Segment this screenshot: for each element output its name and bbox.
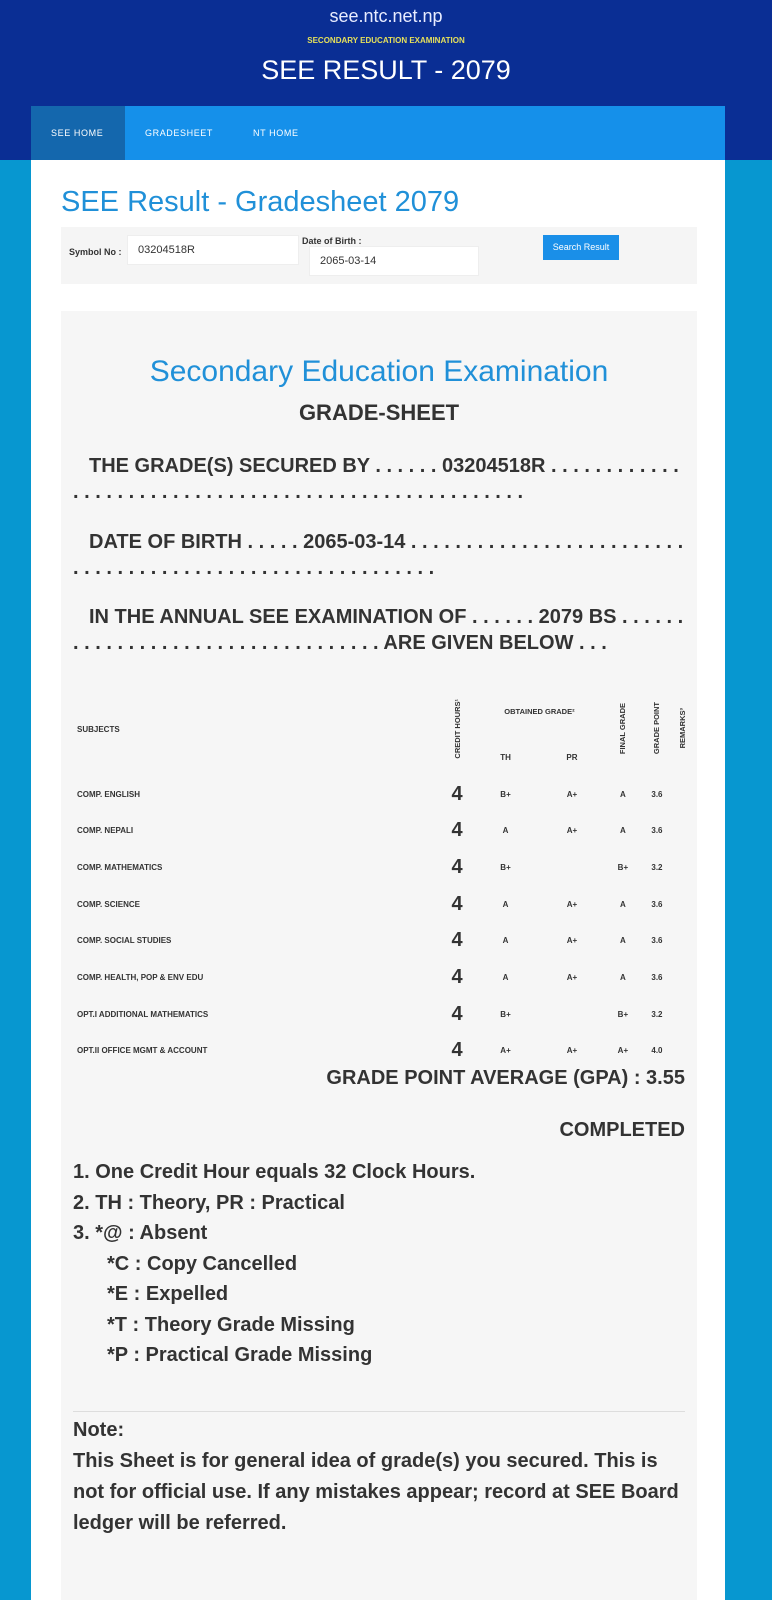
footnote: *C : Copy Cancelled: [107, 1252, 298, 1275]
cell-final: A: [620, 789, 626, 799]
cell-gp: 3.6: [651, 972, 663, 982]
cell-remarks: [674, 849, 691, 886]
cell-remarks: [674, 922, 691, 959]
header-remarks: REMARKS³: [677, 708, 687, 749]
disclaimer: [73, 1415, 685, 1539]
cell-final: A+: [617, 1046, 629, 1056]
cell-th: A: [502, 936, 509, 946]
cell-credit: 4: [451, 819, 463, 842]
sheet-subtitle: GRADE-SHEET: [298, 400, 460, 425]
cell-remarks: [674, 886, 691, 923]
cell-subject: COMP. SOCIAL STUDIES: [77, 936, 172, 946]
divider: [73, 1411, 685, 1412]
cell-final: A: [620, 936, 626, 946]
cell-final: B+: [617, 862, 629, 872]
note-title: Note:: [73, 1419, 125, 1441]
cell-subject: COMP. SCIENCE: [77, 899, 140, 909]
cell-pr: [538, 996, 606, 1033]
cell-credit: 4: [451, 929, 463, 952]
footnote: *E : Expelled: [107, 1283, 229, 1305]
cell-remarks: [674, 776, 691, 813]
header-subtitle: SECONDARY EDUCATION EXAMINATION: [307, 36, 465, 45]
table-row: [71, 959, 691, 996]
cell-th: A+: [500, 1046, 511, 1056]
cell-th: B+: [500, 862, 511, 872]
page-title: SEE Result - Gradesheet 2079: [61, 186, 460, 218]
dob-input[interactable]: 2065-03-14: [309, 246, 479, 276]
dob-line: DATE OF BIRTH . . . . . 2065-03-14 . . . . . . . . . . . . . . . . . . . . . . . . . . . . . . . . . . . . . . . . . . . . . . . . . . . . . . . . . .: [73, 531, 684, 579]
cell-subject: OPT.II OFFICE MGMT & ACCOUNT: [77, 1046, 208, 1056]
cell-gp: 3.6: [651, 936, 663, 946]
symbol-input[interactable]: 03204518R: [127, 235, 299, 265]
header-title: SEE RESULT - 2079: [261, 55, 511, 85]
header-gp: GRADE POINT: [652, 702, 662, 755]
cell-credit: 4: [451, 855, 463, 878]
footnote: 3. *@ : Absent: [73, 1222, 208, 1244]
header-credit: CREDIT HOURS¹: [452, 698, 462, 759]
cell-remarks: [674, 959, 691, 996]
cell-pr: A+: [566, 972, 578, 982]
header-pr: PR: [566, 752, 578, 762]
gpa: GRADE POINT AVERAGE (GPA) : 3.55: [326, 1067, 685, 1089]
cell-pr: A+: [566, 789, 578, 799]
table-row: [71, 922, 691, 959]
footnote: 2. TH : Theory, PR : Practical: [73, 1191, 345, 1214]
cell-gp: 3.2: [651, 862, 663, 872]
table-row: [71, 996, 691, 1033]
cell-credit: 4: [451, 965, 463, 988]
header-subjects: SUBJECTS: [77, 724, 120, 734]
search-form: [61, 227, 697, 284]
header-obtained: OBTAINED GRADE²: [504, 706, 575, 716]
cell-subject: COMP. HEALTH, POP & ENV EDU: [77, 972, 204, 982]
cell-final: B+: [617, 1009, 629, 1019]
footnote: 1. One Credit Hour equals 32 Clock Hours.: [73, 1161, 476, 1183]
cell-remarks: [674, 812, 691, 849]
cell-gp: 3.6: [651, 826, 663, 836]
cell-th: A: [502, 899, 509, 909]
symbol-label: Symbol No :: [69, 247, 122, 257]
grade-sheet: [61, 311, 697, 1600]
result-status: COMPLETED: [559, 1119, 685, 1141]
nav-nt-home[interactable]: NT HOME: [253, 128, 299, 138]
cell-pr: [538, 849, 606, 886]
site-domain: see.ntc.net.np: [329, 6, 443, 26]
cell-subject: COMP. MATHEMATICS: [77, 862, 163, 872]
cell-th: B+: [500, 1009, 511, 1019]
cell-remarks: [674, 1033, 691, 1070]
footnotes: [73, 1157, 475, 1371]
note-text: This Sheet is for general idea of grade(s) you secured. This is not for official use. If any mistakes appear; record at SEE Board ledger will be referred.: [73, 1450, 679, 1534]
table-row: [71, 849, 691, 886]
cell-remarks: [674, 996, 691, 1033]
nav-bar: [31, 106, 725, 160]
cell-gp: 3.2: [651, 1009, 663, 1019]
cell-gp: 3.6: [651, 789, 663, 799]
cell-pr: A+: [566, 899, 578, 909]
cell-th: B+: [500, 789, 511, 799]
cell-final: A: [620, 826, 626, 836]
cell-th: A: [502, 972, 509, 982]
secured-by-line: THE GRADE(S) SECURED BY . . . . . . 03204518R . . . . . . . . . . . . . . . . . . . . . . . . . . . . . . . . . . . . . . . . . . . . . . . . . . . . .: [73, 455, 679, 503]
cell-subject: COMP. ENGLISH: [77, 789, 140, 799]
table-row: [71, 776, 691, 813]
cell-credit: 4: [451, 1002, 463, 1025]
nav-see-home[interactable]: SEE HOME: [31, 106, 125, 160]
sheet-title: Secondary Education Examination: [149, 355, 609, 388]
search-result-button[interactable]: Search Result: [543, 235, 619, 260]
table-row: [71, 886, 691, 923]
cell-final: A: [620, 899, 626, 909]
nav-gradesheet[interactable]: GRADESHEET: [145, 128, 214, 138]
cell-pr: A+: [566, 936, 578, 946]
cell-credit: 4: [451, 1039, 463, 1062]
cell-credit: 4: [451, 782, 463, 805]
dob-label: Date of Birth :: [302, 236, 362, 246]
cell-pr: A+: [566, 1046, 578, 1056]
cell-th: A: [502, 826, 509, 836]
exam-line: IN THE ANNUAL SEE EXAMINATION OF . . . . . . 2079 BS . . . . . . . . . . . . . . . . . . . . . . . . . . . . . . . . . . ARE GIVEN BELOW . . .: [73, 606, 684, 654]
cell-subject: COMP. NEPALI: [77, 826, 134, 836]
cell-credit: 4: [451, 892, 463, 915]
header-final: FINAL GRADE: [618, 702, 628, 754]
cell-gp: 4.0: [651, 1046, 663, 1056]
grades-table: [71, 683, 691, 1069]
cell-final: A: [620, 972, 626, 982]
content-card: [31, 160, 725, 1600]
footnote: *T : Theory Grade Missing: [107, 1313, 355, 1336]
table-row: [71, 1033, 691, 1070]
table-row: [71, 812, 691, 849]
cell-subject: OPT.I ADDITIONAL MATHEMATICS: [77, 1009, 209, 1019]
cell-gp: 3.6: [651, 899, 663, 909]
footnote: *P : Practical Grade Missing: [107, 1344, 373, 1366]
cell-pr: A+: [566, 826, 578, 836]
header-th: TH: [500, 752, 511, 762]
